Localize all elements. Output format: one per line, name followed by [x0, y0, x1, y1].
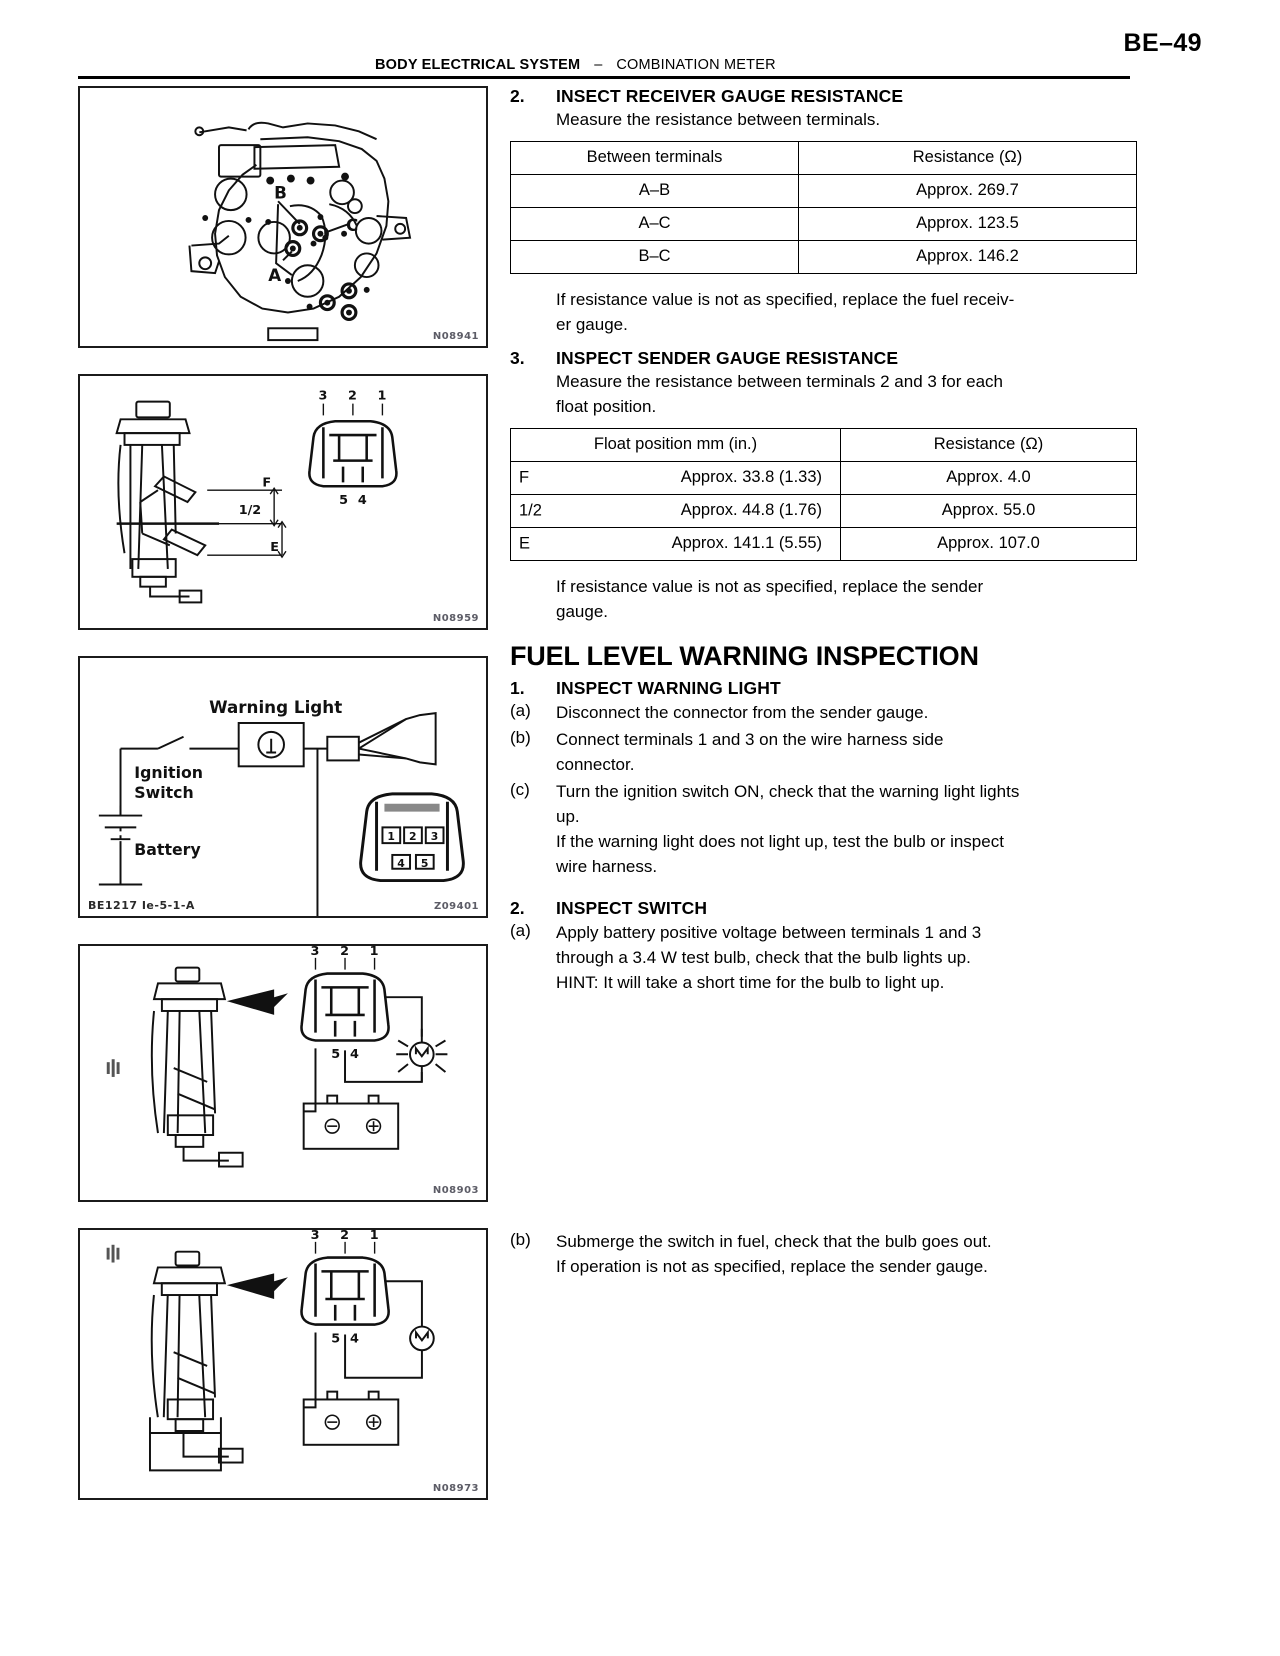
figure-2-drawing	[80, 376, 486, 628]
header-system-name: BODY ELECTRICAL SYSTEM	[375, 57, 581, 73]
item-b-last: connector.	[556, 754, 635, 774]
figure-3-code-right: Z09401	[433, 901, 479, 912]
table2-r2-position: E	[519, 534, 531, 553]
step-2-number: 2.	[510, 86, 525, 106]
table1-header-resistance: Resistance (Ω)	[799, 141, 1137, 174]
figure-3-label-warning-light: Warning Light	[209, 697, 343, 718]
figure-2-pin-1: 1	[377, 388, 387, 404]
table1-r1-resistance: Approx. 123.5	[799, 207, 1137, 240]
table2-header-resistance: Resistance (Ω)	[841, 428, 1137, 461]
switch-item-a-hint: HINT: It will take a short time for the bulb to light up.	[556, 972, 945, 992]
table2-r1-value: Approx. 44.8 (1.76)	[680, 501, 822, 520]
table2-r1-position: 1/2	[519, 501, 542, 520]
item-a-text: Disconnect the connector from the sender gauge.	[556, 702, 929, 722]
figure-5-pin-1: 1	[369, 1230, 379, 1243]
item-b-main: Connect terminals 1 and 3 on the wire harness side	[556, 729, 944, 749]
figure-4-code: N08903	[432, 1185, 479, 1196]
table2-r1-resistance: Approx. 55.0	[841, 494, 1137, 527]
figure-1-drawing	[80, 88, 486, 346]
header-subsystem-name: COMBINATION METER	[616, 57, 776, 73]
warning-step-1-item-a	[510, 701, 1136, 726]
bottom-content	[510, 1228, 1136, 1280]
figure-3-code-left: BE1217 Ie-5-1-A	[88, 899, 195, 912]
figure-3-label-ignition: Ignition	[134, 763, 204, 783]
step-2-note-last: er gauge.	[556, 314, 628, 334]
table-header-row	[511, 141, 1137, 174]
figure-3-pin-4: 4	[397, 856, 405, 870]
figure-2-pin-3: 3	[318, 388, 328, 404]
figure-3-label-battery: Battery	[134, 839, 201, 859]
switch-item-a-text	[556, 921, 1136, 996]
page-number: BE–49	[1123, 29, 1202, 57]
step-3-note-main: If resistance value is not as specified, replace the sender	[556, 576, 984, 596]
figure-3-pin-3: 3	[430, 830, 439, 844]
figure-3-pin-2: 2	[409, 830, 417, 844]
step-3-heading	[510, 348, 1136, 369]
figure-5-pin-4: 4	[350, 1331, 359, 1347]
table1-r1-terminals: A–C	[511, 207, 799, 240]
item-c-extra-main: If the warning light does not light up, test the bulb or inspect	[556, 831, 1004, 851]
figure-4-pin-5: 5	[331, 1047, 341, 1063]
switch-item-a-main: Apply battery positive voltage between terminals 1 and 3	[556, 922, 982, 942]
table2-r0-float	[511, 461, 841, 494]
figure-3-pin-5: 5	[420, 856, 429, 870]
figure-2-label-half: 1/2	[238, 502, 262, 518]
warning-step-1-item-b	[510, 728, 1136, 778]
switch-item-b-line2: If operation is not as specified, replace the sender gauge.	[556, 1256, 988, 1276]
figure-2-pin-4: 4	[357, 492, 367, 508]
table-row	[511, 207, 1137, 240]
table1-r0-terminals: A–B	[511, 174, 799, 207]
figure-2-pin-2: 2	[347, 388, 357, 404]
sender-gauge-resistance-table	[510, 428, 1137, 561]
figure-2-label-f: F	[262, 475, 272, 491]
table-row	[511, 461, 1137, 494]
page-title: FUEL LEVEL WARNING INSPECTION	[510, 640, 979, 671]
switch-item-a-line2: through a 3.4 W test bulb, check that the bulb lights up.	[556, 947, 971, 967]
item-b-tag: (b)	[510, 727, 531, 747]
table2-r1-float	[511, 494, 841, 527]
header-separator: –	[594, 57, 603, 73]
figure-switch-submerged-bulb-off	[78, 1228, 488, 1500]
figure-4-pin-3: 3	[310, 946, 320, 959]
figure-3-pin-1: 1	[387, 830, 395, 844]
item-c-last: up.	[556, 806, 580, 826]
figure-5-pin-2: 2	[340, 1230, 350, 1243]
warning-step-1-item-c	[510, 780, 1136, 880]
figure-switch-test-bulb-on	[78, 944, 488, 1202]
table2-r0-position: F	[519, 468, 530, 487]
warning-step-2-title: INSPECT SWITCH	[556, 897, 708, 918]
step-2-instruction: Measure the resistance between terminals.	[556, 110, 881, 129]
step-3-title: INSPECT SENDER GAUGE RESISTANCE	[556, 347, 899, 368]
step-2-note-main: If resistance value is not as specified, replace the fuel receiv-	[556, 289, 1015, 309]
header-breadcrumb	[375, 57, 776, 73]
switch-item-b-text	[556, 1230, 1136, 1280]
receiver-gauge-resistance-table	[510, 141, 1137, 274]
warning-step-2-item-a	[510, 921, 1136, 996]
figure-4-pin-1: 1	[369, 946, 379, 959]
warning-step-1-title: INSPECT WARNING LIGHT	[556, 677, 781, 698]
table-row	[511, 494, 1137, 527]
table-header-row	[511, 428, 1137, 461]
figure-3-drawing	[80, 658, 486, 916]
figure-5-pin-3: 3	[310, 1230, 320, 1243]
figure-warning-light-wiring	[78, 656, 488, 918]
warning-step-1-number: 1.	[510, 677, 525, 698]
item-c-extra-last: wire harness.	[556, 856, 658, 876]
table2-header-float: Float position mm (in.)	[511, 428, 841, 461]
item-c-text	[556, 780, 1136, 880]
switch-item-b-tag: (b)	[510, 1230, 531, 1249]
figure-1-label-b: B	[274, 182, 287, 203]
step-3-number: 3.	[510, 347, 525, 368]
header-divider	[78, 76, 1130, 79]
figure-2-pin-5: 5	[339, 492, 349, 508]
figure-4-pin-4: 4	[349, 1047, 359, 1063]
figure-1-label-c: C	[346, 214, 359, 235]
table2-r0-value: Approx. 33.8 (1.33)	[680, 468, 822, 487]
warning-step-2-heading	[510, 898, 1136, 919]
warning-step-1-heading	[510, 678, 1136, 699]
figure-1-label-a: A	[268, 265, 282, 286]
item-a-tag: (a)	[510, 700, 531, 720]
table2-r0-resistance: Approx. 4.0	[841, 461, 1137, 494]
item-b-text	[556, 728, 1136, 778]
item-c-tag: (c)	[510, 779, 530, 799]
figure-4-pin-2: 2	[340, 946, 350, 959]
table-row	[511, 174, 1137, 207]
table-row	[511, 527, 1137, 560]
figure-5-drawing	[80, 1230, 486, 1498]
table1-header-terminals: Between terminals	[511, 141, 799, 174]
figure-3-label-switch: Switch	[134, 782, 194, 802]
step-3-instruction-last: float position.	[556, 396, 657, 416]
switch-item-b-line1: Submerge the switch in fuel, check that the bulb goes out.	[556, 1232, 992, 1251]
table-row	[511, 240, 1137, 273]
table1-r2-terminals: B–C	[511, 240, 799, 273]
step-3-instruction-main: Measure the resistance between terminals 2 and 3 for each	[556, 371, 1003, 391]
step-3-note	[556, 575, 1136, 625]
table2-r2-float	[511, 527, 841, 560]
page-header	[0, 0, 1280, 80]
main-content	[510, 86, 1136, 996]
step-2-title: INSECT RECEIVER GAUGE RESISTANCE	[556, 86, 904, 106]
figure-5-pin-5: 5	[331, 1331, 341, 1347]
warning-step-2-number: 2.	[510, 897, 525, 918]
switch-item-a-tag: (a)	[510, 920, 531, 940]
step-2-note	[556, 288, 1136, 338]
figure-4-drawing	[80, 946, 486, 1200]
figure-2-code: N08959	[432, 613, 479, 624]
table2-r2-value: Approx. 141.1 (5.55)	[671, 534, 822, 553]
figure-combination-meter-board	[78, 86, 488, 348]
step-2-heading	[510, 86, 1136, 107]
item-c-main: Turn the ignition switch ON, check that the warning light lights	[556, 781, 1020, 801]
figure-2-label-e: E	[270, 540, 279, 556]
table1-r0-resistance: Approx. 269.7	[799, 174, 1137, 207]
figure-1-code: N08941	[432, 331, 479, 342]
table1-r2-resistance: Approx. 146.2	[799, 240, 1137, 273]
step-3-instruction	[556, 370, 1136, 420]
figure-5-code: N08973	[432, 1483, 479, 1494]
figure-sender-gauge-float	[78, 374, 488, 630]
step-3-note-last: gauge.	[556, 601, 608, 621]
warning-step-2-item-b	[510, 1230, 1136, 1280]
table2-r2-resistance: Approx. 107.0	[841, 527, 1137, 560]
